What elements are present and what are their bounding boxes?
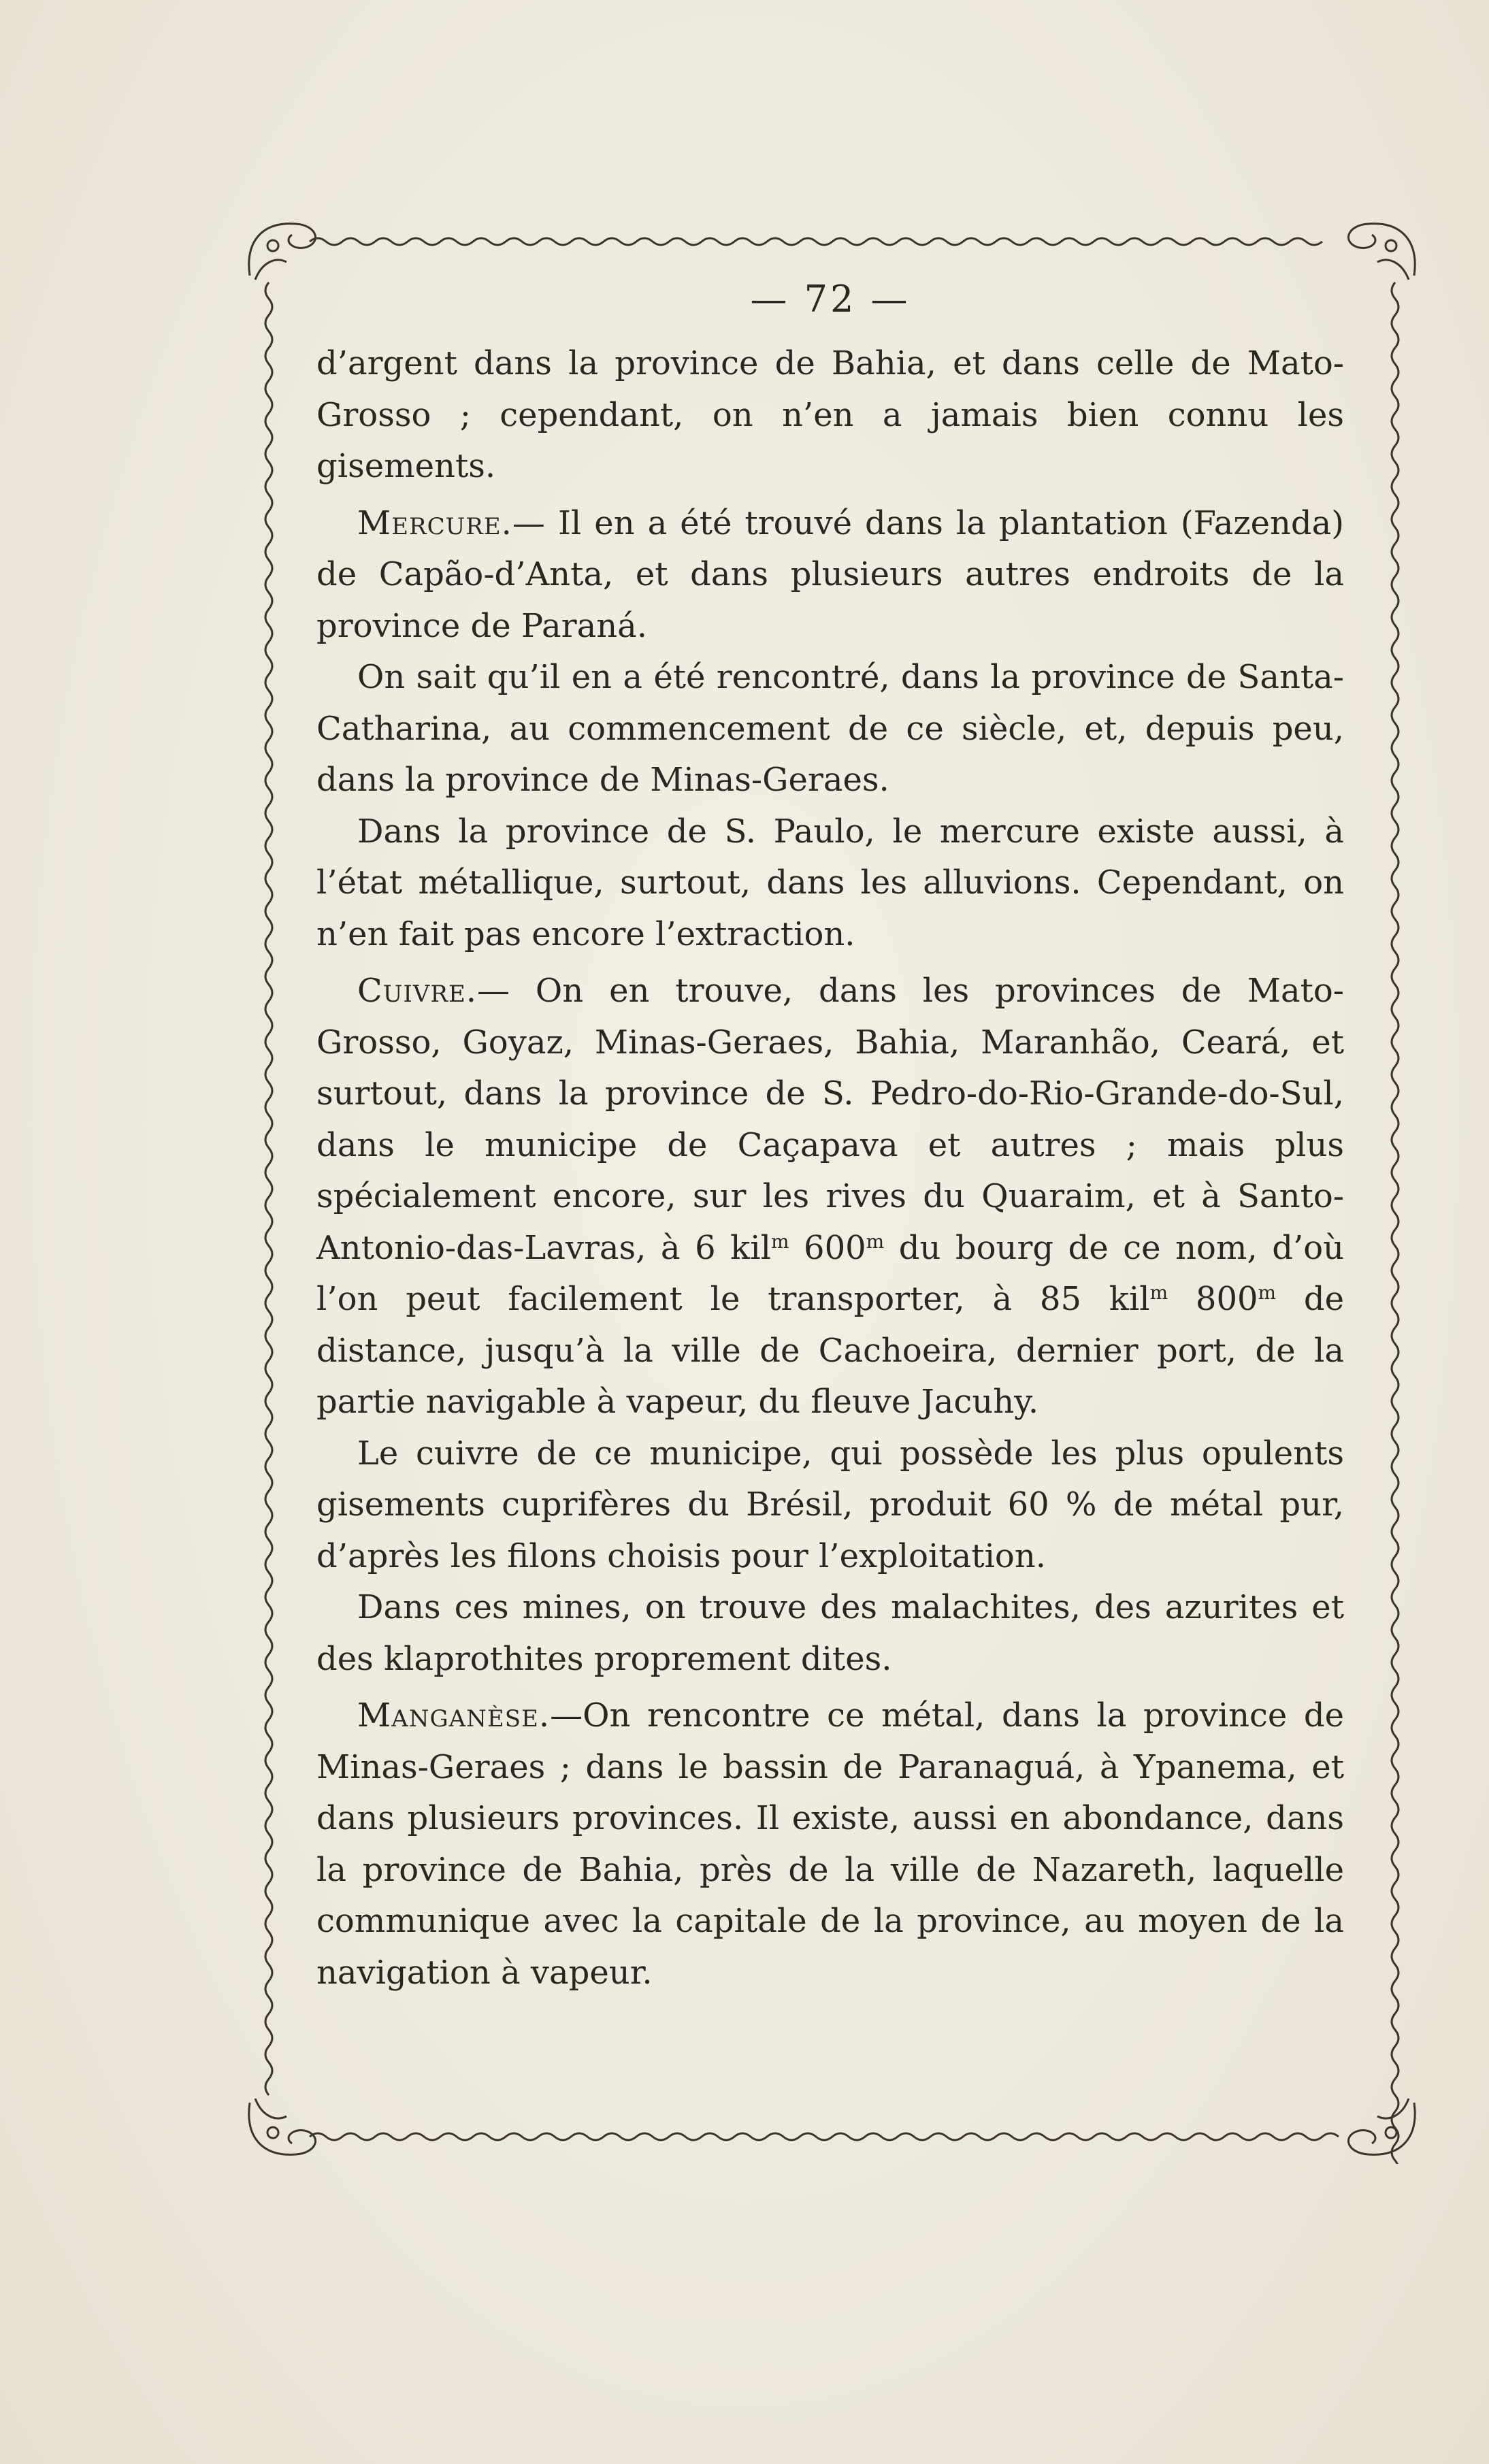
paragraph-text: Le cuivre de ce municipe, qui possède les plus opulents gisements cuprifères du Brésil, produit 60 [316, 1434, 1344, 1524]
paragraph-cuivre [316, 966, 1344, 1428]
section-heading-mercure: Mercure. [357, 504, 512, 542]
corner-top-left-flourish [249, 224, 316, 280]
unit-superscript: m [1258, 1281, 1277, 1304]
page-number: — 72 — [750, 278, 911, 321]
paragraph-text: — On en trouve, dans les provinces de Mato-Grosso, Goyaz, Minas-Geraes, Bahia, Maranhão, Ceará, et surtout, dans la province de S. Pedro-do-Rio-Grande-do-Sul, dans le municipe de Caçapava et autres ; mais plus spécialement encore, sur les rives du Quaraim, et à Santo-Antonio-das-Lavras, à 6 kil [316, 972, 1344, 1267]
paragraph-cuivre-municipe [316, 1428, 1344, 1583]
paragraph-text: du bourg de ce nom, d’où l’on peut facilement le transporter, à 85 kil [316, 1228, 1345, 1318]
paragraph-text: On sait qu’il en a été rencontré, dans la province de Santa-Catharina, au commencement de ce siècle, et, depuis peu, dans la province de Minas-Geraes. [316, 658, 1344, 799]
corner-bottom-left-flourish [249, 2099, 316, 2154]
unit-superscript: m [866, 1230, 885, 1253]
paragraph-text: —On rencontre ce métal, dans la province de Minas-Geraes ; dans le bassin de Paranaguá, à Ypanema, et dans plusieurs provinces. Il existe, aussi en abondance, dans la province de Bahia, près de la ville de Nazareth, laquelle communique avec la capitale de la province, au moyen de la navigation à vapeur. [316, 1696, 1344, 1992]
paragraph-text: d’argent dans la province de Bahia, et dans celle de Mato-Grosso ; cependant, on n’en a jamais bien connu les gisements. [316, 344, 1344, 485]
percent-sign: % [1065, 1485, 1097, 1524]
paragraph-sao-paulo [316, 806, 1344, 961]
unit-superscript: m [1149, 1281, 1168, 1304]
paragraph-manganese [316, 1690, 1344, 1999]
paragraph-text: de distance, jusqu’à la ville de Cachoeira, dernier port, de la partie navigable à vapeur, du fleuve Jacuhy. [316, 1280, 1345, 1421]
paragraph-mercure [316, 498, 1344, 653]
paragraph-text: Dans ces mines, on trouve des malachites, des azurites et des klaprothites proprement dites. [316, 1588, 1344, 1678]
border-bottom-wave [310, 2133, 1339, 2140]
paragraph-santa-catharina [316, 652, 1344, 806]
unit-superscript: m [770, 1230, 789, 1253]
border-left-wave [265, 282, 272, 2095]
corner-top-right-flourish [1348, 224, 1415, 280]
section-heading-cuivre: Cuivre. [357, 972, 478, 1010]
paragraph-text: 800 [1168, 1280, 1258, 1318]
paragraph-text: 600 [789, 1228, 866, 1267]
border-top-wave [310, 238, 1322, 245]
paragraph-text: — Il en a été trouvé dans la plantation (Fazenda) de Capão-d’Anta, et dans plusieurs autres endroits de la province de Paraná. [316, 504, 1344, 645]
paragraph-text: de métal pur, d’après les filons choisis pour l’exploitation. [316, 1485, 1345, 1575]
corner-bottom-right-flourish [1348, 2099, 1415, 2154]
section-heading-manganese: Manganèse. [357, 1696, 551, 1735]
paragraph-mines [316, 1582, 1344, 1685]
paragraph-silver-continued [316, 338, 1344, 493]
border-right-wave [1392, 282, 1398, 2164]
page-text [316, 276, 1344, 1999]
paragraph-text: Dans la province de S. Paulo, le mercure existe aussi, à l’état métallique, surtout, dans les alluvions. Cependant, on n’en fait pas encore l’extraction. [316, 812, 1344, 953]
